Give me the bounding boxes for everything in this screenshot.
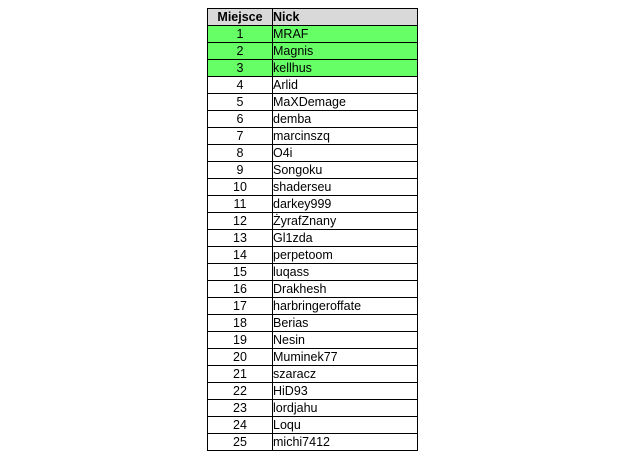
- nick-cell: szaracz: [273, 366, 418, 383]
- table-row: [208, 281, 418, 298]
- nick-cell: Nesin: [273, 332, 418, 349]
- table-row: [208, 247, 418, 264]
- nick-cell: Songoku: [273, 162, 418, 179]
- nick-cell: ŻyrafZnany: [273, 213, 418, 230]
- ranking-table: [207, 8, 418, 451]
- nick-cell: Drakhesh: [273, 281, 418, 298]
- nick-cell: Magnis: [273, 43, 418, 60]
- place-cell: 17: [208, 298, 273, 315]
- place-cell: 21: [208, 366, 273, 383]
- table-row: [208, 417, 418, 434]
- table-row: [208, 43, 418, 60]
- table-row: [208, 315, 418, 332]
- nick-cell: HiD93: [273, 383, 418, 400]
- place-cell: 1: [208, 26, 273, 43]
- nick-cell: Berias: [273, 315, 418, 332]
- place-cell: 15: [208, 264, 273, 281]
- table-row: [208, 230, 418, 247]
- place-cell: 10: [208, 179, 273, 196]
- nick-cell: lordjahu: [273, 400, 418, 417]
- table-row: [208, 111, 418, 128]
- place-cell: 2: [208, 43, 273, 60]
- place-cell: 22: [208, 383, 273, 400]
- header-nick: Nick: [273, 9, 418, 26]
- place-cell: 23: [208, 400, 273, 417]
- table-row: [208, 94, 418, 111]
- nick-cell: perpetoom: [273, 247, 418, 264]
- nick-cell: michi7412: [273, 434, 418, 451]
- nick-cell: O4i: [273, 145, 418, 162]
- nick-cell: demba: [273, 111, 418, 128]
- header-row: [208, 9, 418, 26]
- table-row: [208, 400, 418, 417]
- nick-cell: marcinszq: [273, 128, 418, 145]
- nick-cell: MRAF: [273, 26, 418, 43]
- place-cell: 7: [208, 128, 273, 145]
- table-row: [208, 349, 418, 366]
- place-cell: 14: [208, 247, 273, 264]
- place-cell: 25: [208, 434, 273, 451]
- place-cell: 11: [208, 196, 273, 213]
- ranking-rows: [208, 26, 418, 451]
- place-cell: 12: [208, 213, 273, 230]
- place-cell: 4: [208, 77, 273, 94]
- place-cell: 19: [208, 332, 273, 349]
- place-cell: 16: [208, 281, 273, 298]
- place-cell: 24: [208, 417, 273, 434]
- table-row: [208, 60, 418, 77]
- nick-cell: luqass: [273, 264, 418, 281]
- place-cell: 6: [208, 111, 273, 128]
- table-row: [208, 145, 418, 162]
- table-row: [208, 179, 418, 196]
- table-row: [208, 366, 418, 383]
- table-row: [208, 77, 418, 94]
- table-row: [208, 298, 418, 315]
- table-row: [208, 196, 418, 213]
- table-row: [208, 332, 418, 349]
- nick-cell: darkey999: [273, 196, 418, 213]
- place-cell: 3: [208, 60, 273, 77]
- place-cell: 5: [208, 94, 273, 111]
- nick-cell: Gl1zda: [273, 230, 418, 247]
- nick-cell: Muminek77: [273, 349, 418, 366]
- table-row: [208, 26, 418, 43]
- nick-cell: MaXDemage: [273, 94, 418, 111]
- header-place: Miejsce: [208, 9, 273, 26]
- nick-cell: Loqu: [273, 417, 418, 434]
- table-row: [208, 128, 418, 145]
- nick-cell: harbringeroffate: [273, 298, 418, 315]
- place-cell: 8: [208, 145, 273, 162]
- table-row: [208, 213, 418, 230]
- table-row: [208, 162, 418, 179]
- table-row: [208, 264, 418, 281]
- place-cell: 13: [208, 230, 273, 247]
- table-row: [208, 434, 418, 451]
- place-cell: 9: [208, 162, 273, 179]
- place-cell: 20: [208, 349, 273, 366]
- table-row: [208, 383, 418, 400]
- nick-cell: Arlid: [273, 77, 418, 94]
- nick-cell: shaderseu: [273, 179, 418, 196]
- place-cell: 18: [208, 315, 273, 332]
- nick-cell: kellhus: [273, 60, 418, 77]
